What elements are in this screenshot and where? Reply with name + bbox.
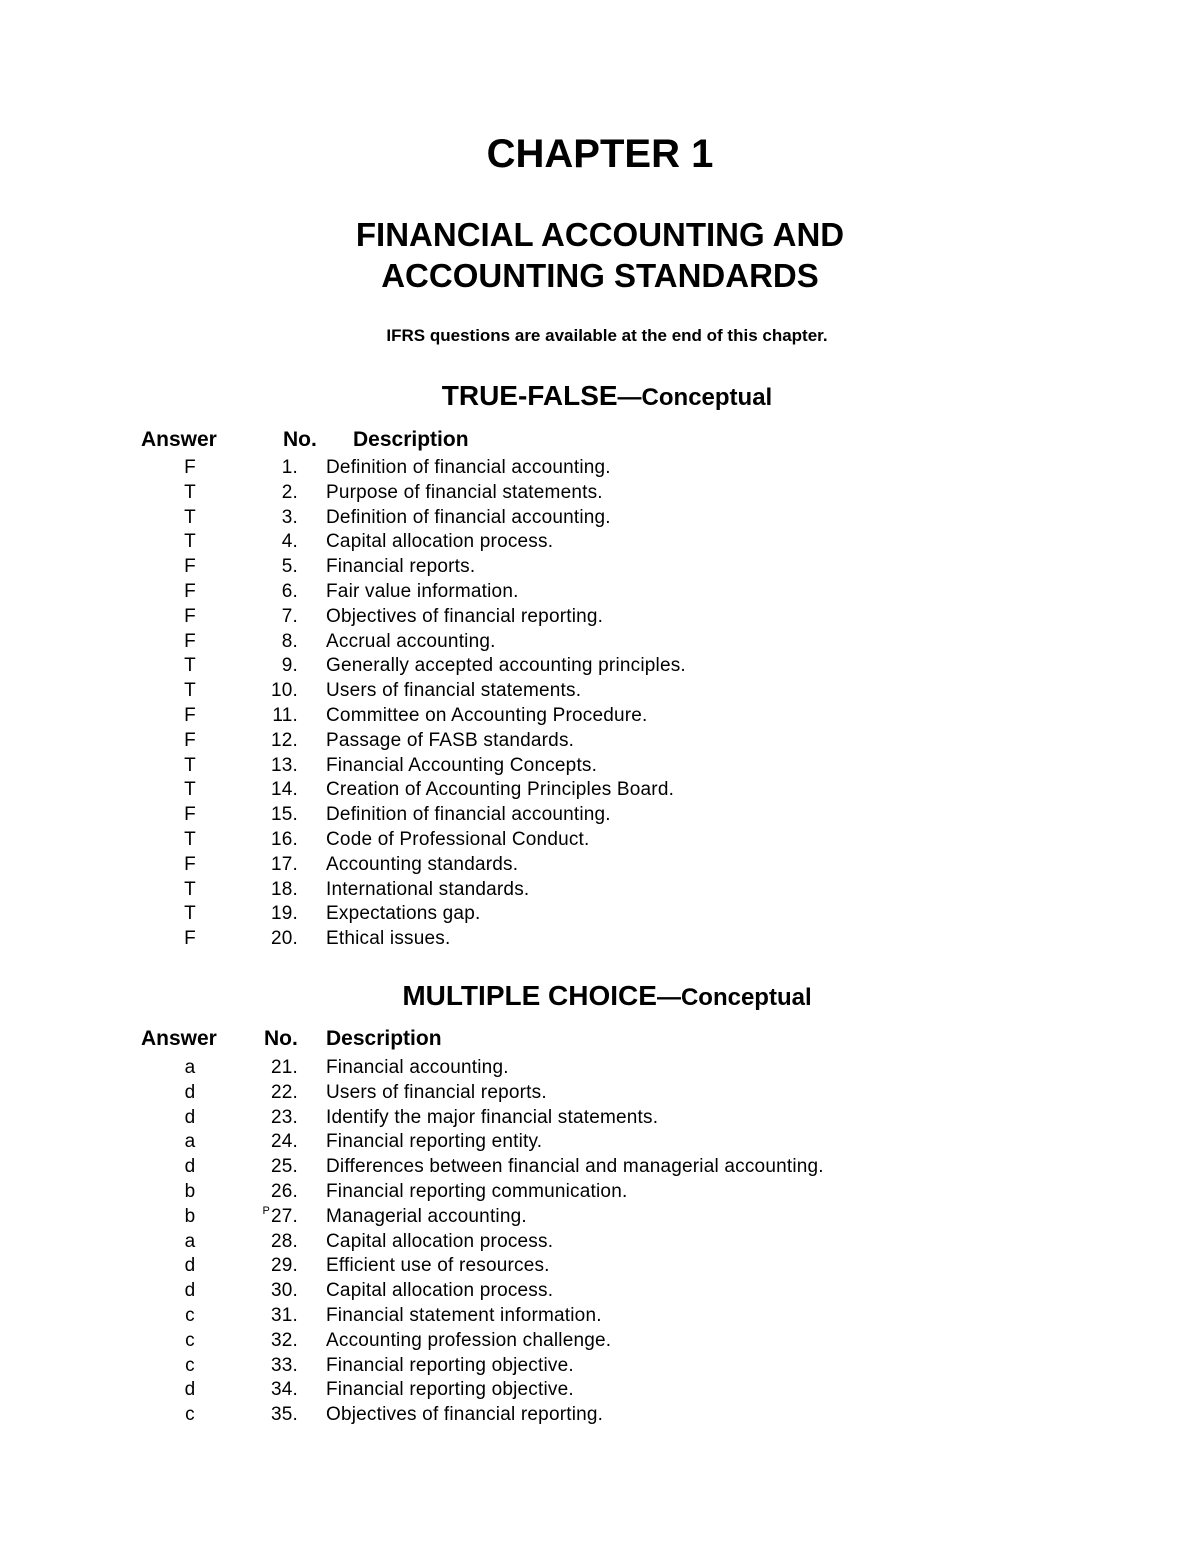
question-number: 25.	[270, 1156, 298, 1178]
number-cell	[240, 1354, 298, 1379]
question-row	[0, 1254, 1200, 1279]
description-cell: Capital allocation process.	[326, 1280, 554, 1302]
question-number: 4.	[281, 531, 298, 553]
question-number: 26.	[270, 1180, 298, 1202]
question-number: 29.	[270, 1255, 298, 1277]
number-cell	[240, 1378, 298, 1403]
question-number: 22.	[270, 1081, 298, 1103]
question-row	[0, 605, 1200, 630]
question-row	[0, 828, 1200, 853]
number-cell	[240, 1329, 298, 1354]
question-row	[0, 902, 1200, 927]
number-cell	[240, 456, 298, 481]
question-row	[0, 803, 1200, 828]
answer-cell: F	[184, 853, 196, 875]
question-number: 32.	[270, 1329, 298, 1351]
answer-cell: T	[184, 655, 196, 677]
question-row	[0, 1329, 1200, 1354]
description-cell: Code of Professional Conduct.	[326, 828, 590, 850]
main-title-line-2: ACCOUNTING STANDARDS	[381, 257, 819, 294]
question-number: 16.	[270, 828, 298, 850]
number-cell	[240, 1254, 298, 1279]
number-cell	[240, 1304, 298, 1329]
description-cell: Differences between financial and managerial accounting.	[326, 1156, 824, 1178]
number-cell	[240, 927, 298, 952]
answer-cell: a	[184, 1131, 196, 1153]
question-row	[0, 1304, 1200, 1329]
question-number: 8.	[281, 630, 298, 652]
description-cell: Fair value information.	[326, 580, 519, 602]
description-cell: Definition of financial accounting.	[326, 506, 611, 528]
number-cell	[240, 530, 298, 555]
question-number: 10.	[270, 680, 298, 702]
number-cell	[240, 878, 298, 903]
question-number: 20.	[270, 928, 298, 950]
question-row	[0, 530, 1200, 555]
question-row	[0, 506, 1200, 531]
description-cell: Accrual accounting.	[326, 630, 496, 652]
number-cell	[240, 704, 298, 729]
question-number: 13.	[270, 754, 298, 776]
question-number: 2.	[281, 481, 298, 503]
number-cell	[240, 654, 298, 679]
answer-cell: c	[185, 1304, 195, 1326]
answer-cell: d	[184, 1280, 196, 1302]
question-number: 15.	[270, 804, 298, 826]
ifrs-note: IFRS questions are available at the end of this chapter.	[386, 326, 828, 345]
answer-cell: b	[184, 1180, 196, 1202]
description-cell: Financial reports.	[326, 556, 476, 578]
answer-cell: d	[184, 1379, 196, 1401]
question-row	[0, 1180, 1200, 1205]
question-row	[0, 1155, 1200, 1180]
description-cell: Financial reporting entity.	[326, 1131, 543, 1153]
true-false-heading	[0, 379, 1200, 416]
question-row	[0, 1403, 1200, 1428]
answer-cell: T	[184, 680, 196, 702]
answer-cell: d	[184, 1156, 196, 1178]
description-cell: Purpose of financial statements.	[326, 481, 603, 503]
question-row	[0, 853, 1200, 878]
answer-cell: T	[184, 903, 196, 925]
question-row	[0, 729, 1200, 754]
answer-column-header: Answer	[141, 428, 217, 451]
description-cell: Objectives of financial reporting.	[326, 1404, 604, 1426]
question-number: 33.	[270, 1354, 298, 1376]
description-cell: Committee on Accounting Procedure.	[326, 704, 648, 726]
question-row	[0, 679, 1200, 704]
question-row	[0, 1354, 1200, 1379]
question-row	[0, 1106, 1200, 1131]
description-cell: Users of financial statements.	[326, 680, 582, 702]
question-number: 12.	[270, 729, 298, 751]
number-cell	[240, 1106, 298, 1131]
answer-column-header: Answer	[141, 1027, 217, 1050]
question-number: 34.	[270, 1379, 298, 1401]
number-cell	[240, 481, 298, 506]
question-number: 6.	[281, 580, 298, 602]
answer-cell: T	[184, 754, 196, 776]
section-heading-main: MULTIPLE CHOICE	[402, 980, 657, 1011]
question-number: 35.	[270, 1404, 298, 1426]
number-cell	[240, 1130, 298, 1155]
main-title	[0, 214, 1200, 296]
description-cell: Objectives of financial reporting.	[326, 605, 604, 627]
number-cell	[240, 754, 298, 779]
answer-cell: a	[184, 1057, 196, 1078]
question-row	[0, 1130, 1200, 1155]
number-cell	[240, 828, 298, 853]
question-number: 24.	[270, 1131, 298, 1153]
description-cell: Efficient use of resources.	[326, 1255, 550, 1277]
description-cell: Users of financial reports.	[326, 1081, 547, 1103]
question-number: 7.	[281, 605, 298, 627]
answer-cell: c	[185, 1404, 195, 1426]
question-number: 27.	[270, 1205, 298, 1227]
number-cell	[240, 853, 298, 878]
section-heading-main: TRUE-FALSE	[441, 380, 618, 411]
number-cell	[240, 1230, 298, 1255]
question-marker: P	[262, 1204, 270, 1217]
question-row	[0, 580, 1200, 605]
question-row	[0, 654, 1200, 679]
question-number: 1.	[281, 457, 298, 478]
question-number: 14.	[270, 779, 298, 801]
answer-cell: F	[184, 804, 196, 826]
question-row	[0, 878, 1200, 903]
chapter-title: CHAPTER 1	[486, 132, 714, 176]
number-cell	[240, 729, 298, 754]
number-cell	[240, 555, 298, 580]
number-cell	[240, 1180, 298, 1205]
question-number: 11.	[272, 704, 298, 726]
description-cell: Accounting profession challenge.	[326, 1329, 612, 1351]
description-cell: Accounting standards.	[326, 853, 519, 875]
answer-cell: F	[184, 580, 196, 602]
answer-cell: F	[184, 556, 196, 578]
number-cell	[240, 1279, 298, 1304]
answer-cell: T	[184, 506, 196, 528]
answer-cell: c	[185, 1329, 195, 1351]
description-cell: Capital allocation process.	[326, 1230, 554, 1252]
question-number: 30.	[270, 1280, 298, 1302]
number-cell	[240, 679, 298, 704]
section-heading-sub: —Conceptual	[656, 984, 812, 1011]
answer-cell: d	[184, 1081, 196, 1103]
description-column-header: Description	[326, 1027, 442, 1050]
question-number: 21.	[270, 1057, 298, 1078]
question-row	[0, 630, 1200, 655]
question-number: 5.	[281, 556, 298, 578]
answer-cell: T	[184, 531, 196, 553]
number-cell	[240, 1403, 298, 1428]
answer-cell: T	[184, 828, 196, 850]
question-row	[0, 1279, 1200, 1304]
answer-cell: F	[184, 729, 196, 751]
question-number: 23.	[270, 1106, 298, 1128]
description-cell: Definition of financial accounting.	[326, 804, 611, 826]
true-false-question-list	[0, 456, 1200, 952]
number-cell	[240, 605, 298, 630]
answer-cell: F	[184, 457, 196, 478]
number-cell	[240, 630, 298, 655]
question-number: 31.	[270, 1304, 298, 1326]
answer-cell: F	[184, 928, 196, 950]
question-row	[0, 927, 1200, 952]
multiple-choice-heading	[0, 979, 1200, 1016]
question-number: 28.	[270, 1230, 298, 1252]
number-column-header: No.	[283, 428, 317, 451]
section-heading-sub: —Conceptual	[617, 384, 773, 411]
description-cell: Generally accepted accounting principles.	[326, 655, 686, 677]
description-cell: Identify the major financial statements.	[326, 1106, 659, 1128]
question-row	[0, 481, 1200, 506]
number-cell	[240, 1056, 298, 1081]
question-row	[0, 1205, 1200, 1230]
description-cell: Capital allocation process.	[326, 531, 554, 553]
number-cell	[240, 1081, 298, 1106]
question-number: 3.	[281, 506, 298, 528]
number-cell	[240, 778, 298, 803]
main-title-line-1: FINANCIAL ACCOUNTING AND	[355, 216, 845, 253]
answer-cell: T	[184, 878, 196, 900]
answer-cell: F	[184, 704, 196, 726]
answer-cell: T	[184, 779, 196, 801]
question-number: 9.	[281, 655, 298, 677]
number-cell	[240, 1155, 298, 1180]
description-column-header: Description	[353, 428, 469, 451]
answer-cell: a	[184, 1230, 196, 1252]
question-row	[0, 456, 1200, 481]
question-number: 18.	[270, 878, 298, 900]
description-cell: Financial statement information.	[326, 1304, 602, 1326]
description-cell: Expectations gap.	[326, 903, 481, 925]
answer-cell: d	[184, 1255, 196, 1277]
description-cell: Creation of Accounting Principles Board.	[326, 779, 675, 801]
question-row	[0, 1056, 1200, 1081]
question-row	[0, 1081, 1200, 1106]
question-row	[0, 754, 1200, 779]
number-cell	[240, 580, 298, 605]
number-cell	[240, 803, 298, 828]
question-row	[0, 1230, 1200, 1255]
question-row	[0, 778, 1200, 803]
answer-cell: d	[184, 1106, 196, 1128]
answer-cell: c	[185, 1354, 195, 1376]
question-number: 17.	[270, 853, 298, 875]
description-cell: Managerial accounting.	[326, 1205, 527, 1227]
description-cell: Financial reporting objective.	[326, 1379, 574, 1401]
question-row	[0, 555, 1200, 580]
description-cell: Passage of FASB standards.	[326, 729, 575, 751]
answer-cell: T	[184, 481, 196, 503]
question-row	[0, 1378, 1200, 1403]
multiple-choice-question-list	[0, 1056, 1200, 1428]
description-cell: Ethical issues.	[326, 928, 451, 950]
description-cell: Financial Accounting Concepts.	[326, 754, 598, 776]
answer-cell: F	[184, 630, 196, 652]
number-column-header: No.	[264, 1027, 298, 1050]
description-cell: International standards.	[326, 878, 530, 900]
description-cell: Financial accounting.	[326, 1057, 509, 1078]
question-number: 19.	[270, 903, 298, 925]
description-cell: Financial reporting communication.	[326, 1180, 628, 1202]
number-cell	[240, 506, 298, 531]
answer-cell: F	[184, 605, 196, 627]
number-cell	[240, 1205, 298, 1232]
answer-cell: b	[184, 1205, 196, 1227]
description-cell: Definition of financial accounting.	[326, 457, 611, 478]
description-cell: Financial reporting objective.	[326, 1354, 574, 1376]
number-cell	[240, 902, 298, 927]
question-row	[0, 704, 1200, 729]
